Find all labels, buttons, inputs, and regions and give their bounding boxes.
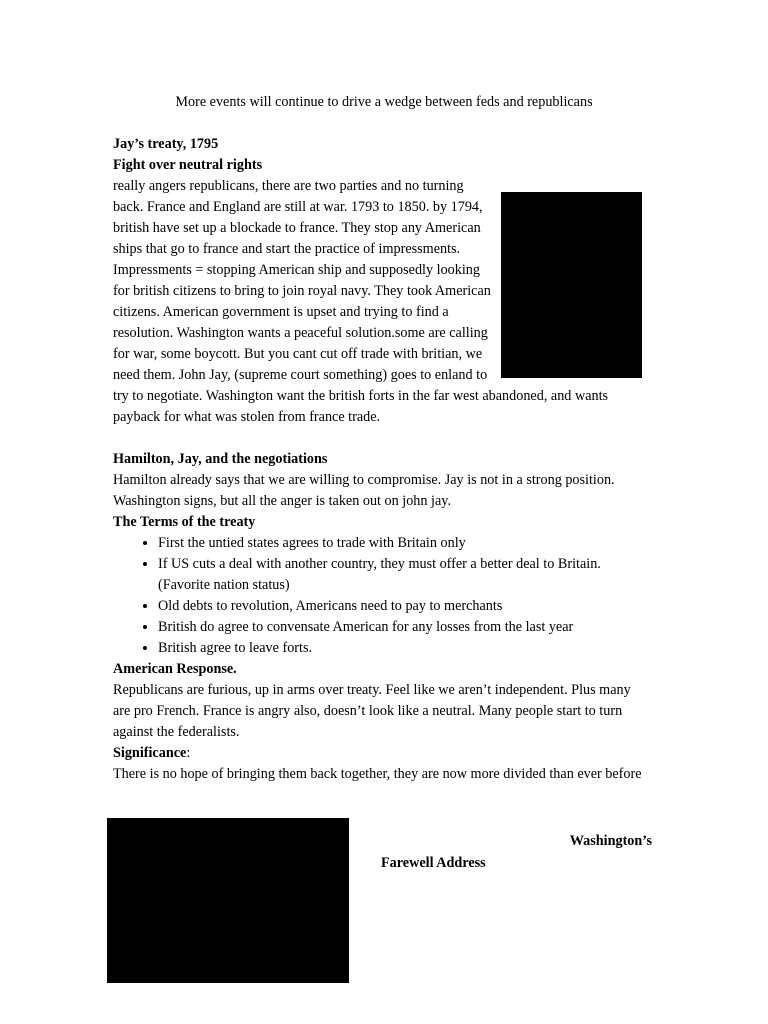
terms-list-item: • British agree to leave forts. xyxy=(158,638,648,659)
document-body xyxy=(113,134,648,785)
significance-heading xyxy=(113,743,648,764)
redacted-image-bottom xyxy=(107,818,349,983)
terms-list-item: • If US cuts a deal with another country, they must offer a better deal to Britain. (Favorite nation status) xyxy=(158,554,648,596)
terms-list-item: • British do agree to convensate American for any losses from the last year xyxy=(158,617,648,638)
section-title-american-response: American Response. xyxy=(113,661,237,677)
farewell-address-heading: Farewell Address xyxy=(381,855,486,871)
negotiations-paragraph: Hamilton already says that we are willing to compromise. Jay is not in a strong position. Washington signs, but all the anger is taken out on john jay. xyxy=(113,472,615,509)
paragraph-spacer xyxy=(113,428,648,449)
section-title-significance: Significance xyxy=(113,745,187,761)
section-title-jays-treaty: Jay’s treaty, 1795 xyxy=(113,136,219,152)
american-response-paragraph: Republicans are furious, up in arms over treaty. Feel like we aren’t independent. Plus many are pro French. France is angry also, doesn’t look like a neutral. Many people start to turn against the federalists. xyxy=(113,682,631,740)
terms-list xyxy=(113,533,648,659)
terms-list-item: • First the untied states agrees to trade with Britain only xyxy=(158,533,648,554)
redacted-image-right xyxy=(501,192,642,378)
intro-line: More events will continue to drive a wedge between feds and republicans xyxy=(175,94,593,110)
section-title-terms: The Terms of the treaty xyxy=(113,514,256,530)
section-title-negotiations: Hamilton, Jay, and the negotiations xyxy=(113,451,328,467)
washington-heading: Washington’s xyxy=(569,833,652,849)
significance-paragraph: There is no hope of bringing them back together, they are now more divided than ever before xyxy=(113,766,642,782)
jay-treaty-paragraph: really angers republicans, there are two parties and no turning back. France and England are still at war. 1793 to 1850. by 1794, british have set up a blockade to france. They stop any American ships that go to france and start the practice of impressments. Impressments = stopping American ship and supposedly looking for british citizens to bring to join royal navy. They took American citizens. American government is upset and trying to find a resolution. Washington wants a peaceful solution.some are calling for war, some boycott. But you cant cut off trade with britian, we need them. John Jay, (supreme court something) goes to enland to try to negotiate. Washington want the british forts in the far west abandoned, and wants payback for what was stolen from france trade. xyxy=(113,178,609,425)
terms-list-item: • Old debts to revolution, Americans need to pay to merchants xyxy=(158,596,648,617)
significance-colon: : xyxy=(186,745,191,761)
section-subtitle-neutral-rights: Fight over neutral rights xyxy=(113,157,263,173)
